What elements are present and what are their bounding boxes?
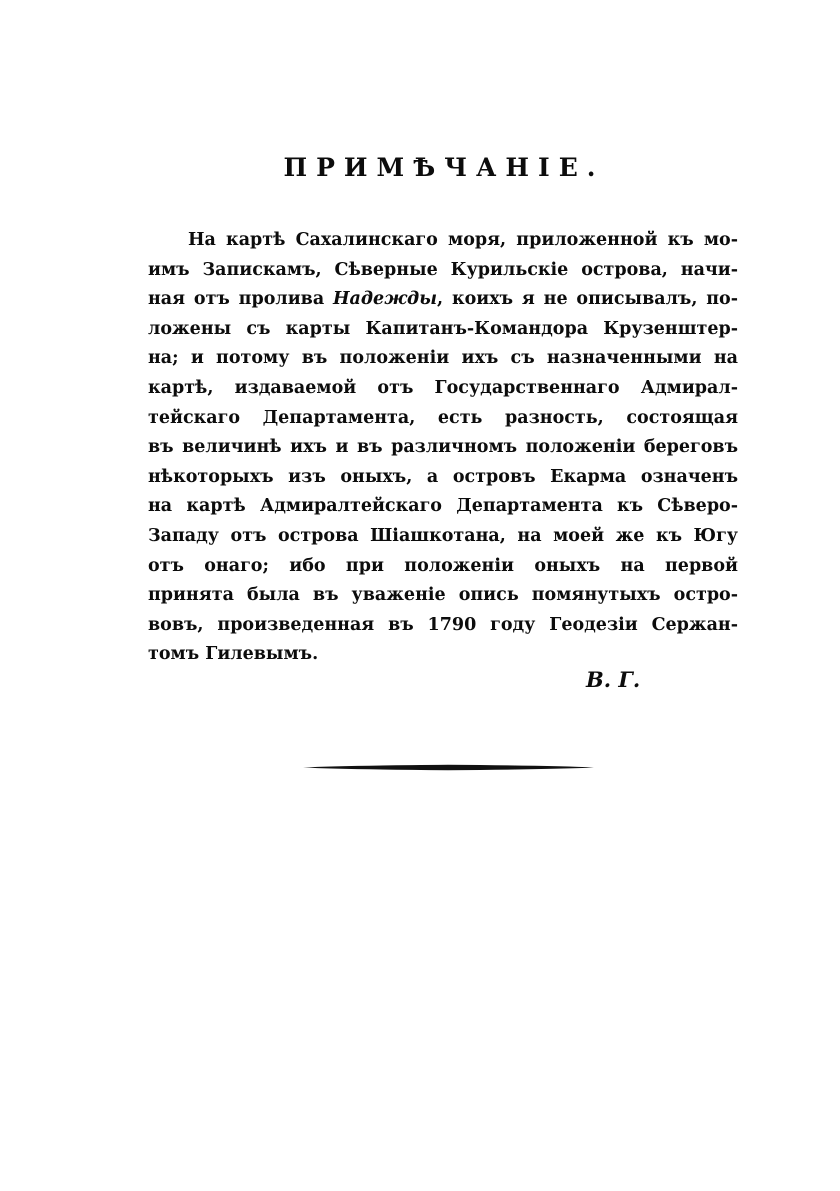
text-line: тейскаго Департамента, есть разность, состоящая bbox=[148, 407, 738, 428]
text-line: въ величинѣ ихъ и въ различномъ положеніи береговъ bbox=[148, 437, 738, 458]
text-line: вовъ, произведенная въ 1790 году Геодезіи Сержан- bbox=[148, 614, 738, 635]
text-line: томъ Гилевымъ. bbox=[148, 644, 319, 665]
text-line-segment: ная отъ пролива bbox=[148, 289, 334, 310]
note-paragraph bbox=[148, 226, 738, 670]
text-line bbox=[148, 285, 738, 315]
text-line: на; и потому въ положеніи ихъ съ назначенными на bbox=[148, 348, 738, 369]
decorative-rule bbox=[303, 764, 594, 771]
text-line: имъ Запискамъ, Сѣверные Курильскіе острова, начи- bbox=[148, 259, 738, 280]
text-line: Западу отъ острова Шіашкотана, на моей же къ Югу bbox=[148, 525, 738, 546]
text-line: отъ онаго; ибо при положеніи оныхъ на первой bbox=[148, 555, 738, 576]
text-line: на картѣ Адмиралтейскаго Департамента къ Сѣверо- bbox=[148, 496, 738, 517]
text-line: картѣ, издаваемой отъ Государственнаго Адмирал- bbox=[148, 377, 738, 398]
text-line: На картѣ Сахалинскаго моря, приложенной къ мо- bbox=[188, 230, 738, 250]
text-line: принята была въ уваженіе опись помянутыхъ остро- bbox=[148, 585, 738, 606]
author-initials: В. Г. bbox=[586, 667, 641, 692]
text-line-segment: , коихъ я не описывалъ, по- bbox=[437, 289, 738, 310]
text-line: ложены съ карты Капитанъ-Командора Крузенштер- bbox=[148, 318, 738, 339]
page-title: ПРИМѢЧАНІЕ. bbox=[283, 153, 605, 182]
text-line: нѣкоторыхъ изъ оныхъ, а островъ Екарма означенъ bbox=[148, 466, 738, 487]
strait-name-italic: Надежды bbox=[333, 289, 438, 310]
